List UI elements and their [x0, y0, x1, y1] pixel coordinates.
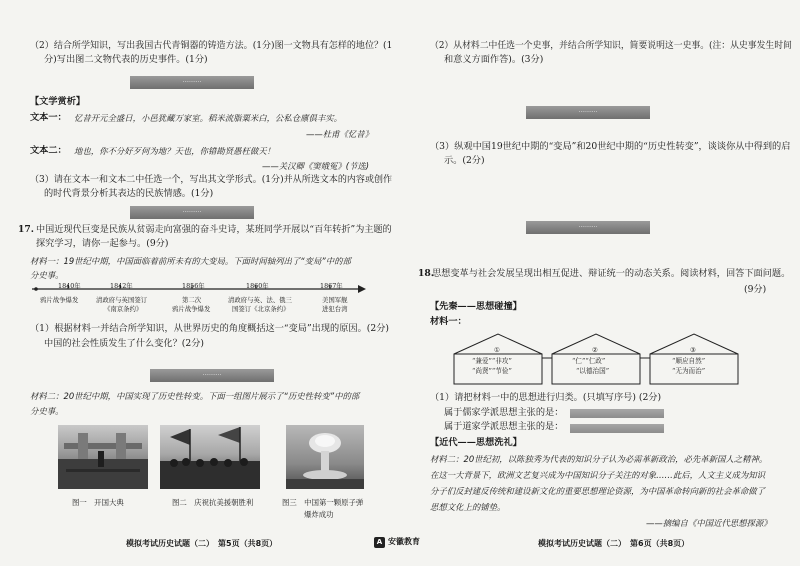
material2-line-4: 思想文化上的铺垫。	[430, 502, 506, 512]
text2-body: 地也，你不分好歹何为地？天也，你错勘贤愚枉做天！	[74, 146, 275, 156]
literature-heading: 【文学赏析】	[30, 96, 86, 107]
timeline-event-1860-a: 清政府与英、法、俄三	[228, 296, 292, 304]
answer-area-bar: ··········	[150, 369, 274, 382]
text1-label: 文本一：	[30, 112, 67, 123]
figure-1-caption: 图一 开国大典	[72, 498, 124, 507]
q18-score: (9分)	[744, 284, 767, 295]
q2-line-1: （2）从材料二中任选一个史事，并结合所学知识，简要说明这一史事。(注：从史事发生时间	[430, 40, 792, 51]
q17-1-line-1: （1）根据材料一并结合所学知识，从世界历史的角度概括这一“变局”出现的原因。(2分)	[30, 323, 390, 334]
q17-line-2: 探究学习，请你一起参与。(9分)	[36, 238, 169, 249]
material2-line-2: 在这一大背景下，欧洲文艺复兴成为中国知识分子关注的对象……此后，人文主义成为知识	[430, 470, 765, 480]
timeline-event-1860-b: 国签订《北京条约》	[232, 305, 290, 313]
timeline-year-1856: 1856年	[182, 282, 205, 290]
right-page-footer: 模拟考试历史试题（二） 第6页（共8页）	[538, 539, 690, 548]
section-pre-qin-heading: 【先秦——思想碰撞】	[430, 301, 522, 312]
left-page-footer: 模拟考试历史试题（二） 第5页（共8页）	[126, 539, 278, 548]
q17-line-1: 中国近现代巨变是民族从贫弱走向富强的奋斗史诗，某班同学开展以“百年转折”为主题的	[36, 224, 392, 235]
figure-3-caption-a: 图三 中国第一颗原子弹	[282, 498, 364, 507]
house-1-number: ①	[494, 346, 500, 354]
material2-source: ——摘编自《中国近代思想探源》	[646, 518, 772, 528]
house-1-line-2: “尚贤”“节俭”	[472, 367, 512, 375]
q3-line-1: （3）纵观中国19世纪中期的“变局”和20世纪中期的“历史性转变”，谈谈你从中得到的启	[430, 141, 791, 152]
house-2-line-1: “仁”“仁政”	[572, 357, 606, 365]
right-page	[400, 0, 800, 566]
material2-line-3: 分子们反封建反传统和建设新文化的重要思想理论资源，为中国革命转向新的社会革命做了	[430, 486, 765, 496]
timeline-event-1840: 鸦片战争爆发	[40, 296, 79, 304]
figure-3-caption-b: 爆炸成功	[304, 510, 334, 519]
figure-2-caption: 图二 庆祝抗美援朝胜利	[172, 498, 254, 507]
material2-line-2: 分史事。	[30, 406, 64, 416]
timeline-year-1840: 1840年	[58, 282, 81, 290]
publisher-name: 安徽教育	[388, 537, 420, 546]
q17-1-line-2: 中国的社会性质发生了什么变化？(2分)	[44, 338, 205, 349]
timeline-event-1842-b: 《南京条约》	[104, 305, 143, 313]
timeline-event-1867-b: 进犯台湾	[322, 305, 348, 313]
q3-line-1: （3）请在文本一和文本二中任选一个，写出其文学形式。(1分)并从所选文本的内容或创作	[30, 174, 393, 185]
answer-redaction	[570, 409, 664, 418]
q3-line-2: 的时代背景分析其表达的民族情感。(1分)	[44, 188, 214, 199]
figure-3-atomic-bomb-test-photo	[286, 425, 364, 489]
q2-line-2: 分)写出图二文物代表的历史事件。(1分)	[44, 54, 208, 65]
q2-line-1: （2）结合所学知识，写出我国古代青铜器的铸造方法。(1分)图一文物具有怎样的地位？(1	[30, 40, 393, 51]
q18-1: （1）请把材料一中的思想进行归类。(只填写序号) (2分)	[430, 392, 662, 403]
house-3-number: ③	[690, 346, 696, 354]
material1-line-1: 材料一：19世纪中期，中国面临着前所未有的大变局。下面时间轴列出了“变局”中的部	[30, 256, 351, 266]
material1-label: 材料一：	[430, 316, 467, 327]
answer-area-bar: ··········	[526, 221, 650, 234]
q2-line-2: 和意义方面作答)。(3分)	[444, 54, 544, 65]
answer-area-bar: ··········	[526, 106, 650, 119]
answer-area-bar: ··········	[130, 76, 254, 89]
q18-number: 18.	[418, 268, 434, 279]
timeline-year-1867: 1867年	[320, 282, 343, 290]
house-3-line-2: “无为而治”	[672, 367, 706, 375]
timeline-year-1860: 1860年	[246, 282, 269, 290]
answer-redaction	[570, 424, 664, 433]
text1-body: 忆昔开元全盛日，小邑犹藏万家室。稻米流脂粟米白，公私仓廪俱丰实。	[74, 113, 342, 123]
material1-line-2: 分史事。	[30, 270, 64, 280]
house-2-number: ②	[592, 346, 598, 354]
house-3-line-1: “顺应自然”	[672, 357, 706, 365]
q3-line-2: 示。(2分)	[444, 155, 485, 166]
publisher-logo-icon: A	[374, 537, 385, 548]
text2-label: 文本二：	[30, 145, 67, 156]
timeline-event-1856-b: 鸦片战争爆发	[172, 305, 211, 313]
section-modern-heading: 【近代——思想洗礼】	[430, 437, 522, 448]
q18-1-daoist: 属于道家学派思想主张的是：	[444, 421, 564, 432]
q17-number: 17.	[18, 224, 34, 235]
answer-area-bar: ··········	[130, 206, 254, 219]
timeline-event-1856-a: 第二次	[182, 296, 202, 304]
timeline-year-1842: 1842年	[110, 282, 133, 290]
figure-1-founding-ceremony-photo	[58, 425, 148, 489]
house-1-line-1: “兼爱”“非攻”	[472, 357, 512, 365]
timeline-event-1867-a: 美国军舰	[322, 296, 348, 304]
q18-1-confucian: 属于儒家学派思想主张的是：	[444, 407, 564, 418]
figure-2-korean-war-victory-photo	[160, 425, 260, 489]
text2-source: ——关汉卿《窦娥冤》(节选)	[262, 161, 370, 171]
timeline-event-1842-a: 清政府与英国签订	[96, 296, 148, 304]
q18-line-1: 思想变革与社会发展呈现出相互促进、辩证统一的动态关系。阅读材料，回答下面问题。	[432, 268, 791, 279]
material2-line-1: 材料二：20世纪初，以陈独秀为代表的知识分子认为必需革新政治，必先革新国人之精神。	[430, 454, 768, 464]
house-2-line-2: “以德治国”	[576, 367, 610, 375]
text1-source: ——杜甫《忆昔》	[306, 129, 373, 139]
material2-line-1: 材料二：20世纪中期，中国实现了历史性转变。下面一组图片展示了“历史性转变”中的部	[30, 391, 360, 401]
